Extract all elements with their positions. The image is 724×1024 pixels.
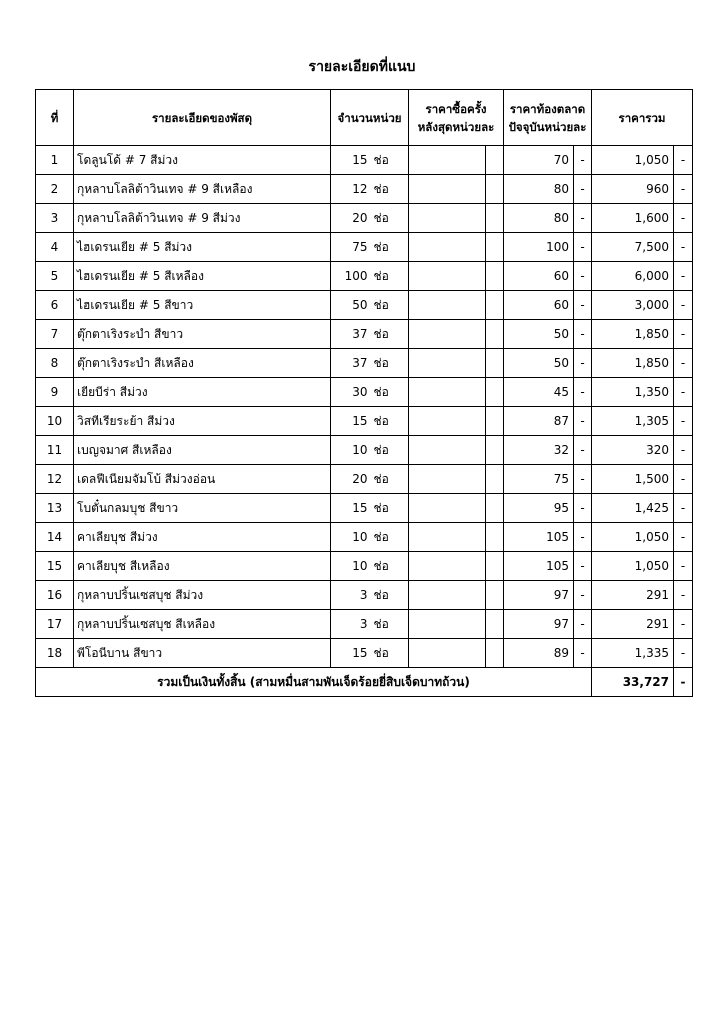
row-last-price [409,146,486,175]
row-unit: ช่อ [371,204,409,233]
row-number: 9 [36,378,74,407]
row-quantity: 15 [331,407,371,436]
row-unit: ช่อ [371,552,409,581]
total-label: รวมเป็นเงินทั้งสิ้น (สามหมื่นสามพันเจ็ดร้อยยี่สิบเจ็ดบาทถ้วน) [36,668,592,697]
row-total-dash: - [674,465,693,494]
total-row [36,668,693,697]
row-total-dash: - [674,610,693,639]
row-total: 1,050 [592,552,674,581]
row-number: 12 [36,465,74,494]
row-market-price: 100 [504,233,574,262]
table-row [36,378,693,407]
row-market-price-dash: - [574,494,592,523]
row-market-price: 97 [504,581,574,610]
row-number: 10 [36,407,74,436]
row-market-price: 95 [504,494,574,523]
items-table [35,89,693,697]
row-number: 7 [36,320,74,349]
row-description: กุหลาบปริ้นเซสบุช สีเหลือง [74,610,331,639]
row-unit: ช่อ [371,581,409,610]
row-market-price: 80 [504,175,574,204]
table-row [36,204,693,233]
row-unit: ช่อ [371,523,409,552]
row-description: วิสทีเรียระย้า สีม่วง [74,407,331,436]
row-unit: ช่อ [371,465,409,494]
row-total-dash: - [674,262,693,291]
row-total: 1,850 [592,320,674,349]
row-description: ไฮเดรนเยีย # 5 สีเหลือง [74,262,331,291]
row-market-price-dash: - [574,552,592,581]
row-number: 2 [36,175,74,204]
row-quantity: 15 [331,494,371,523]
row-quantity: 37 [331,320,371,349]
row-last-price [409,581,486,610]
row-quantity: 50 [331,291,371,320]
row-unit: ช่อ [371,262,409,291]
row-total-dash: - [674,407,693,436]
row-total: 1,850 [592,349,674,378]
header-last-price [409,90,504,146]
row-quantity: 20 [331,204,371,233]
row-quantity: 75 [331,233,371,262]
row-description: โดลูนโด้ # 7 สีม่วง [74,146,331,175]
row-unit: ช่อ [371,407,409,436]
grand-total: 33,727 [592,668,674,697]
row-last-price-dash [486,552,504,581]
row-total-dash: - [674,552,693,581]
row-last-price [409,204,486,233]
row-total-dash: - [674,233,693,262]
row-market-price-dash: - [574,204,592,233]
row-number: 3 [36,204,74,233]
row-description: เบญจมาศ สีเหลือง [74,436,331,465]
row-total: 1,600 [592,204,674,233]
row-market-price: 105 [504,523,574,552]
row-unit: ช่อ [371,494,409,523]
row-market-price-dash: - [574,349,592,378]
row-total: 1,050 [592,523,674,552]
row-total: 1,050 [592,146,674,175]
table-row [36,581,693,610]
row-total-dash: - [674,523,693,552]
row-description: กุหลาบปริ้นเซสบุช สีม่วง [74,581,331,610]
row-quantity: 37 [331,349,371,378]
row-number: 13 [36,494,74,523]
header-last-price-line2: หลังสุดหน่วยละ [417,119,495,134]
row-number: 1 [36,146,74,175]
row-description: เยียบีร่า สีม่วง [74,378,331,407]
row-market-price-dash: - [574,320,592,349]
row-last-price-dash [486,146,504,175]
row-number: 8 [36,349,74,378]
row-market-price-dash: - [574,465,592,494]
grand-total-dash: - [674,668,693,697]
row-unit: ช่อ [371,233,409,262]
row-market-price: 87 [504,407,574,436]
row-quantity: 30 [331,378,371,407]
row-total-dash: - [674,436,693,465]
row-market-price: 50 [504,349,574,378]
row-number: 17 [36,610,74,639]
row-market-price-dash: - [574,291,592,320]
table-row [36,436,693,465]
row-market-price: 97 [504,610,574,639]
row-last-price-dash [486,523,504,552]
row-market-price: 89 [504,639,574,668]
page-title: รายละเอียดที่แนบ [308,59,416,75]
row-last-price [409,175,486,204]
table-row [36,175,693,204]
table-row [36,407,693,436]
row-total: 1,350 [592,378,674,407]
row-unit: ช่อ [371,291,409,320]
table-row [36,523,693,552]
row-last-price [409,465,486,494]
row-market-price: 60 [504,291,574,320]
row-last-price [409,436,486,465]
table-row [36,320,693,349]
row-description: ไฮเดรนเยีย # 5 สีม่วง [74,233,331,262]
row-last-price-dash [486,291,504,320]
row-number: 16 [36,581,74,610]
row-total: 1,500 [592,465,674,494]
header-description: รายละเอียดของพัสดุ [74,90,331,146]
row-last-price-dash [486,465,504,494]
row-total: 3,000 [592,291,674,320]
row-quantity: 15 [331,639,371,668]
row-market-price-dash: - [574,523,592,552]
row-total-dash: - [674,146,693,175]
row-market-price-dash: - [574,378,592,407]
row-last-price-dash [486,204,504,233]
row-last-price [409,233,486,262]
row-total: 1,305 [592,407,674,436]
row-last-price-dash [486,349,504,378]
row-market-price: 75 [504,465,574,494]
row-last-price [409,494,486,523]
row-market-price: 32 [504,436,574,465]
row-total-dash: - [674,639,693,668]
row-unit: ช่อ [371,610,409,639]
row-market-price-dash: - [574,639,592,668]
row-total-dash: - [674,175,693,204]
row-market-price-dash: - [574,262,592,291]
table-row [36,639,693,668]
header-quantity: จำนวนหน่วย [331,90,409,146]
row-number: 15 [36,552,74,581]
row-market-price-dash: - [574,581,592,610]
row-quantity: 3 [331,581,371,610]
row-quantity: 10 [331,436,371,465]
header-row [36,90,693,146]
row-last-price-dash [486,494,504,523]
row-last-price-dash [486,436,504,465]
row-market-price-dash: - [574,175,592,204]
row-quantity: 20 [331,465,371,494]
table-row [36,146,693,175]
row-market-price-dash: - [574,407,592,436]
row-number: 18 [36,639,74,668]
row-quantity: 3 [331,610,371,639]
row-market-price-dash: - [574,610,592,639]
row-market-price: 80 [504,204,574,233]
row-total: 291 [592,610,674,639]
row-description: กุหลาบโลลิต้าวินเทจ # 9 สีเหลือง [74,175,331,204]
table-row [36,494,693,523]
row-market-price-dash: - [574,146,592,175]
row-description: โบตั๋นกลมบุช สีขาว [74,494,331,523]
row-last-price [409,407,486,436]
row-last-price [409,320,486,349]
row-unit: ช่อ [371,436,409,465]
row-last-price-dash [486,262,504,291]
row-total-dash: - [674,581,693,610]
row-description: เดลฟีเนียมจัมโบ้ สีม่วงอ่อน [74,465,331,494]
row-last-price [409,523,486,552]
row-market-price: 70 [504,146,574,175]
header-no: ที่ [36,90,74,146]
row-quantity: 15 [331,146,371,175]
row-last-price [409,552,486,581]
row-quantity: 10 [331,523,371,552]
table-row [36,552,693,581]
row-description: ตุ๊กตาเริงระบำ สีขาว [74,320,331,349]
row-unit: ช่อ [371,175,409,204]
table-row [36,349,693,378]
row-description: ตุ๊กตาเริงระบำ สีเหลือง [74,349,331,378]
row-total: 291 [592,581,674,610]
row-last-price-dash [486,407,504,436]
row-total-dash: - [674,378,693,407]
row-unit: ช่อ [371,146,409,175]
row-total-dash: - [674,320,693,349]
row-last-price [409,639,486,668]
header-total: ราคารวม [592,90,693,146]
row-number: 11 [36,436,74,465]
row-last-price-dash [486,233,504,262]
table-row [36,233,693,262]
row-last-price [409,291,486,320]
row-total: 1,425 [592,494,674,523]
row-description: ไฮเดรนเยีย # 5 สีขาว [74,291,331,320]
row-unit: ช่อ [371,378,409,407]
row-number: 5 [36,262,74,291]
row-quantity: 100 [331,262,371,291]
row-market-price: 50 [504,320,574,349]
row-total: 7,500 [592,233,674,262]
table-row [36,610,693,639]
row-total-dash: - [674,204,693,233]
row-total-dash: - [674,349,693,378]
row-total-dash: - [674,291,693,320]
row-last-price-dash [486,175,504,204]
row-market-price: 105 [504,552,574,581]
row-description: พีโอนีบาน สีขาว [74,639,331,668]
row-number: 4 [36,233,74,262]
header-last-price-line1: ราคาซื้อครั้ง [425,101,487,116]
row-last-price-dash [486,639,504,668]
row-description: คาเลียบุช สีม่วง [74,523,331,552]
row-total: 320 [592,436,674,465]
row-description: กุหลาบโลลิต้าวินเทจ # 9 สีม่วง [74,204,331,233]
row-last-price [409,610,486,639]
row-unit: ช่อ [371,320,409,349]
row-number: 6 [36,291,74,320]
row-total: 960 [592,175,674,204]
row-description: คาเลียบุช สีเหลือง [74,552,331,581]
table-row [36,465,693,494]
table-row [36,262,693,291]
row-unit: ช่อ [371,349,409,378]
row-market-price: 45 [504,378,574,407]
table-row [36,291,693,320]
row-last-price-dash [486,581,504,610]
row-last-price [409,378,486,407]
row-unit: ช่อ [371,639,409,668]
row-market-price-dash: - [574,436,592,465]
row-total-dash: - [674,494,693,523]
row-number: 14 [36,523,74,552]
header-market-price [504,90,592,146]
row-quantity: 12 [331,175,371,204]
row-market-price: 60 [504,262,574,291]
row-market-price-dash: - [574,233,592,262]
row-last-price [409,349,486,378]
row-quantity: 10 [331,552,371,581]
header-market-price-line1: ราคาท้องตลาด [509,101,586,116]
row-last-price-dash [486,610,504,639]
header-market-price-line2: ปัจจุบันหน่วยละ [508,119,587,134]
row-total: 1,335 [592,639,674,668]
row-last-price-dash [486,378,504,407]
row-last-price-dash [486,320,504,349]
row-last-price [409,262,486,291]
row-total: 6,000 [592,262,674,291]
